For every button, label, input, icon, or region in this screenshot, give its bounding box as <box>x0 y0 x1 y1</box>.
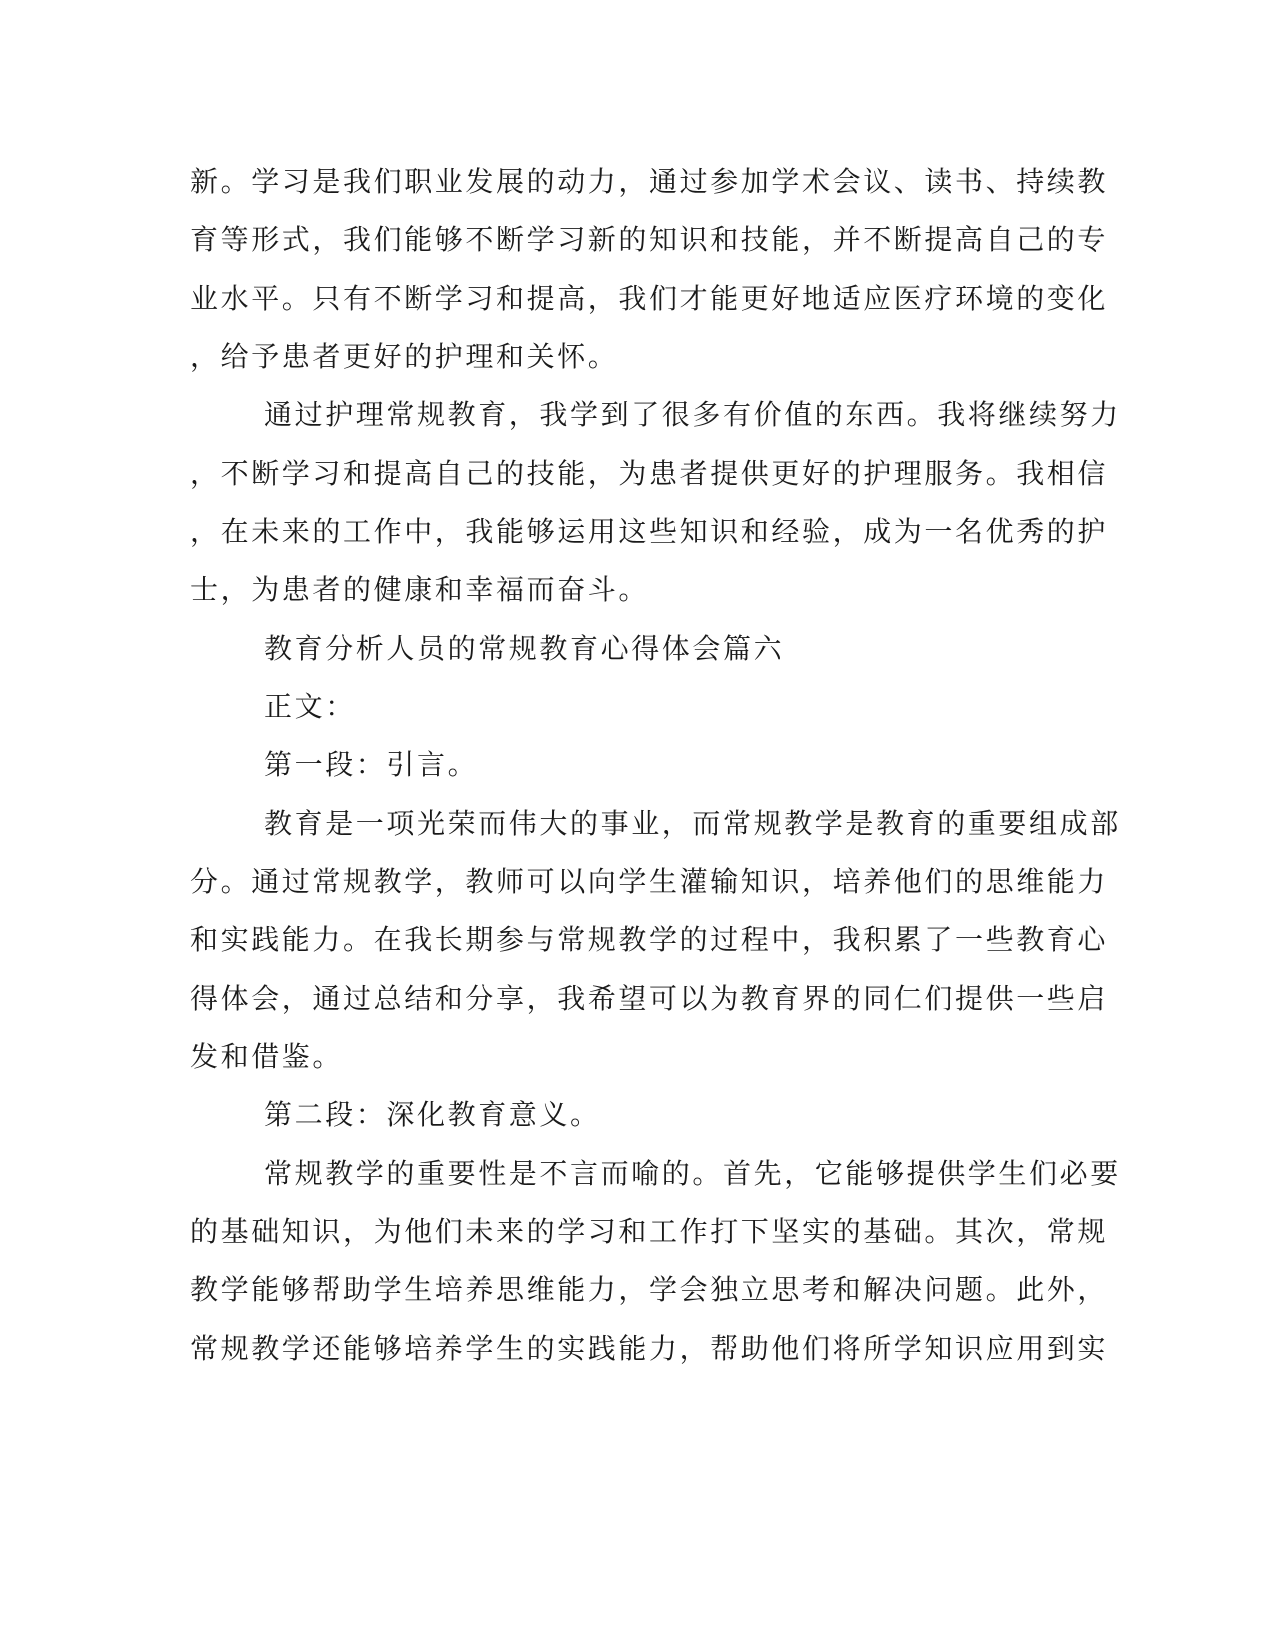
text-line: 教育是一项光荣而伟大的事业，而常规教学是教育的重要组成部 <box>264 807 1121 840</box>
paragraph-heading: 第二段：深化教育意义。 <box>264 1098 601 1131</box>
text-line: ，不断学习和提高自己的技能，为患者提供更好的护理服务。我相信 <box>190 457 1109 490</box>
text-line: 育等形式，我们能够不断学习新的知识和技能，并不断提高自己的专 <box>190 223 1109 256</box>
text-line: 常规教学的重要性是不言而喻的。首先，它能够提供学生们必要 <box>264 1157 1121 1190</box>
text-line: 教学能够帮助学生培养思维能力，学会独立思考和解决问题。此外， <box>190 1273 1109 1306</box>
text-line: 正文： <box>264 690 356 723</box>
text-line: ，给予患者更好的护理和关怀。 <box>190 340 619 373</box>
text-line: 的基础知识，为他们未来的学习和工作打下坚实的基础。其次，常规 <box>190 1215 1109 1248</box>
text-line: 通过护理常规教育，我学到了很多有价值的东西。我将继续努力 <box>264 398 1121 431</box>
text-line: 和实践能力。在我长期参与常规教学的过程中，我积累了一些教育心 <box>190 923 1109 956</box>
text-line: 业水平。只有不断学习和提高，我们才能更好地适应医疗环境的变化 <box>190 282 1109 315</box>
text-line: 分。通过常规教学，教师可以向学生灌输知识，培养他们的思维能力 <box>190 865 1109 898</box>
text-line: ，在未来的工作中，我能够运用这些知识和经验，成为一名优秀的护 <box>190 515 1109 548</box>
text-line: 得体会，通过总结和分享，我希望可以为教育界的同仁们提供一些启 <box>190 982 1109 1015</box>
text-line: 士，为患者的健康和幸福而奋斗。 <box>190 573 650 606</box>
text-line: 常规教学还能够培养学生的实践能力，帮助他们将所学知识应用到实 <box>190 1332 1109 1365</box>
paragraph-heading: 第一段：引言。 <box>264 748 479 781</box>
section-heading: 教育分析人员的常规教育心得体会篇六 <box>264 632 785 665</box>
text-line: 新。学习是我们职业发展的动力，通过参加学术会议、读书、持续教 <box>190 165 1109 198</box>
text-line: 发和借鉴。 <box>190 1040 344 1073</box>
